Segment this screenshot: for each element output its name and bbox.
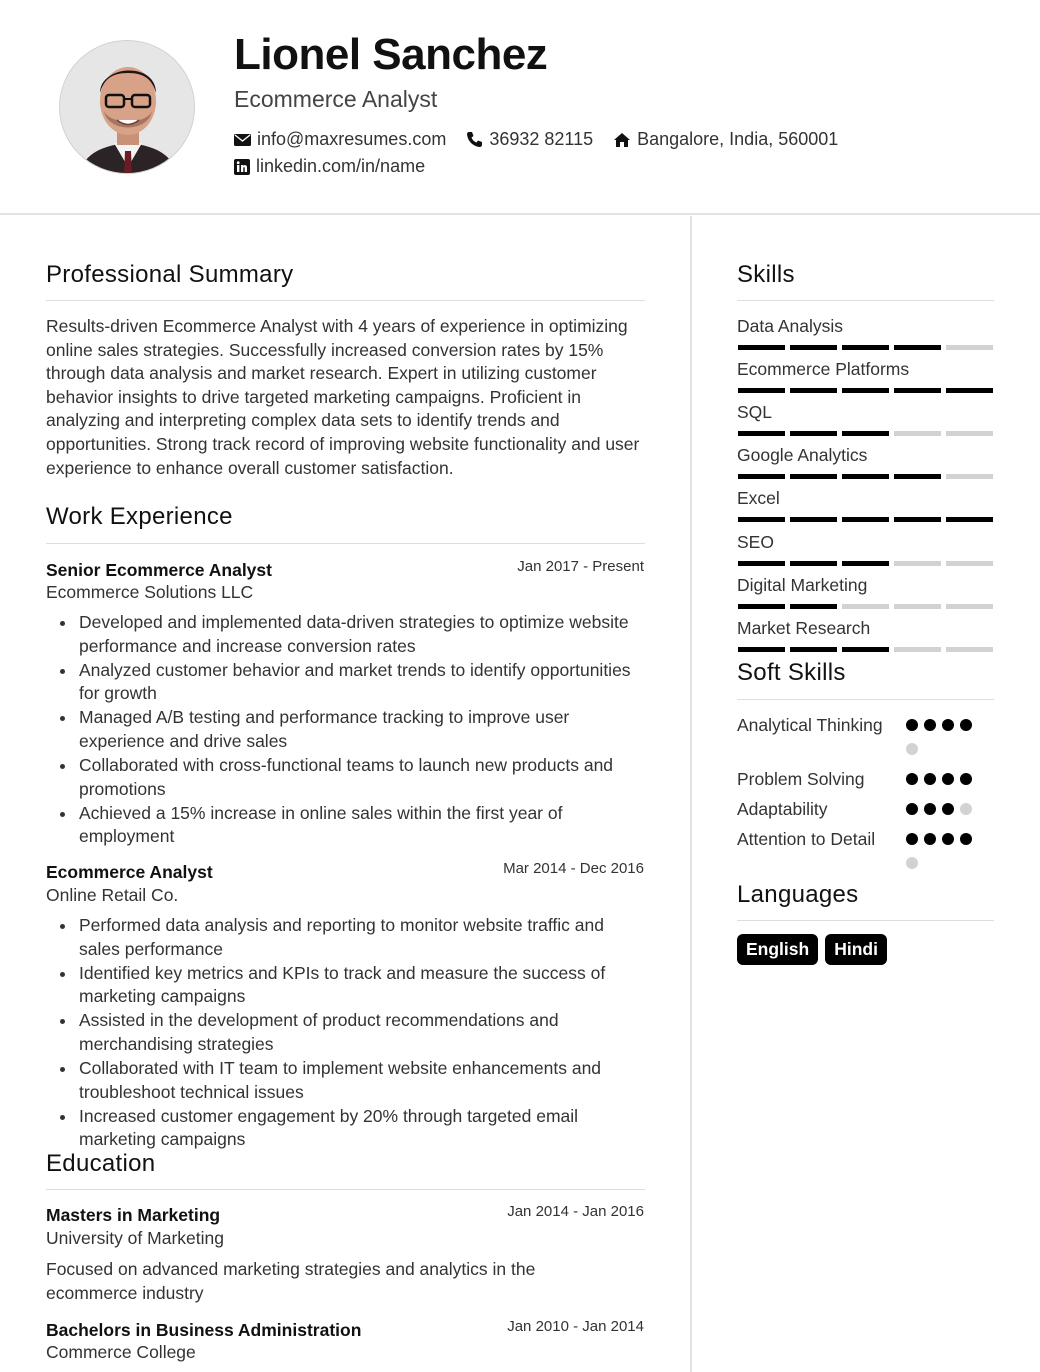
skill-level-segment — [790, 345, 837, 350]
soft-skill-name: Attention to Detail — [737, 829, 876, 849]
school-name: University of Marketing — [46, 1228, 224, 1248]
skill-level-bar — [738, 647, 998, 652]
skill-level-segment — [738, 517, 785, 522]
skill-level-segment — [946, 345, 993, 350]
skill-level-bar — [738, 561, 998, 566]
skill-level-segment — [738, 345, 785, 350]
languages-heading: Languages — [737, 881, 859, 908]
soft-skill-dot — [924, 833, 936, 845]
skill-level-segment — [894, 431, 941, 436]
skill-name: Excel — [737, 488, 780, 509]
skill-level-segment — [790, 474, 837, 479]
skill-level-segment — [842, 474, 889, 479]
job-title: Senior Ecommerce Analyst — [46, 560, 272, 580]
linkedin-item[interactable] — [234, 156, 425, 177]
soft-skill-dot — [906, 773, 918, 785]
email-text[interactable]: info@maxresumes.com — [257, 129, 447, 149]
job-company: Ecommerce Solutions LLC — [46, 582, 254, 602]
list-item: Identified key metrics and KPIs to track and measure the success of marketing campaigns — [46, 962, 646, 1009]
skill-level-segment — [790, 517, 837, 522]
list-item: Analyzed customer behavior and market trends to identify opportunities for growth — [46, 659, 646, 706]
skill-level-segment — [790, 561, 837, 566]
soft-skill-dot — [960, 833, 972, 845]
candidate-title: Ecommerce Analyst — [234, 86, 438, 112]
skill-level-segment — [790, 431, 837, 436]
phone-icon — [466, 131, 483, 148]
summary-text: Results-driven Ecommerce Analyst with 4 years of experience in optimizing online sales strategies. Successfully increased conversion rates by 15% through data analysis and market research. Expert in utilizing customer behavior insights to drive targeted marketing campaigns. Proficient in analyzing and interpreting complex data sets to identify trends and opportunities. Strong track record of improving website functionality and user experience to enhance overall customer satisfaction. — [46, 316, 640, 478]
list-item: Achieved a 15% increase in online sales within the first year of employment — [46, 802, 646, 849]
experience-rule — [46, 543, 645, 544]
soft-skill-dot — [960, 719, 972, 731]
soft-skill-dot — [960, 773, 972, 785]
skill-name: Digital Marketing — [737, 574, 868, 595]
education-heading: Education — [46, 1150, 156, 1177]
skill-name: Data Analysis — [737, 316, 844, 336]
language-tag: Hindi — [825, 934, 887, 965]
soft-skill-dot — [906, 857, 918, 869]
language-tag: English — [737, 934, 818, 965]
soft-skill-dot — [942, 833, 954, 845]
soft-skill-dot — [942, 719, 954, 731]
skill-level-bar — [738, 474, 998, 479]
list-item: Performed data analysis and reporting to monitor website traffic and sales performance — [46, 914, 646, 961]
column-divider — [690, 216, 692, 1372]
skill-level-segment — [842, 345, 889, 350]
skill-level-segment — [894, 388, 941, 393]
skill-name: Market Research — [737, 617, 871, 638]
contact-row-2 — [234, 156, 445, 177]
linkedin-icon — [234, 159, 250, 175]
soft-skill-dot — [906, 719, 918, 731]
summary-heading: Professional Summary — [46, 261, 294, 288]
language-tags — [737, 934, 894, 965]
job-bullets — [46, 914, 646, 1152]
skill-name: Ecommerce Platforms — [737, 359, 910, 380]
skills-heading: Skills — [737, 261, 795, 288]
degree-title: Masters in Marketing — [46, 1205, 221, 1225]
skill-level-segment — [946, 561, 993, 566]
list-item: Collaborated with cross-functional teams to launch new products and promotions — [46, 754, 646, 801]
skill-level-segment — [790, 647, 837, 652]
home-icon — [613, 132, 631, 148]
skill-level-segment — [842, 517, 889, 522]
education-date: Jan 2014 - Jan 2016 — [507, 1203, 644, 1220]
soft-skill-name: Adaptability — [737, 799, 828, 819]
skill-level-segment — [894, 474, 941, 479]
skill-level-segment — [738, 604, 785, 609]
soft-skills-heading: Soft Skills — [737, 659, 846, 686]
skill-level-segment — [946, 647, 993, 652]
soft-skill-name: Analytical Thinking — [737, 715, 883, 735]
soft-skill-name: Problem Solving — [737, 769, 865, 789]
skills-rule — [737, 300, 994, 301]
soft-skills-rule — [737, 699, 994, 700]
education-date: Jan 2010 - Jan 2014 — [507, 1318, 644, 1335]
list-item: Managed A/B testing and performance tracking to improve user experience and drive sales — [46, 706, 646, 753]
location-item — [613, 129, 838, 150]
school-name: Commerce College — [46, 1342, 196, 1362]
skill-level-segment — [946, 604, 993, 609]
soft-skill-dot — [924, 803, 936, 815]
soft-skill-dot — [906, 743, 918, 755]
avatar — [59, 40, 195, 174]
skill-name: SEO — [737, 531, 774, 552]
skill-name: Google Analytics — [737, 445, 868, 466]
education-description: Focused on advanced marketing strategies and analytics in the ecommerce industry — [46, 1259, 536, 1303]
soft-skill-dot — [942, 773, 954, 785]
skill-level-segment — [738, 474, 785, 479]
skill-level-segment — [738, 561, 785, 566]
job-company: Online Retail Co. — [46, 885, 179, 905]
contact-row — [234, 129, 858, 150]
skill-level-segment — [842, 388, 889, 393]
skill-level-bar — [738, 388, 998, 393]
envelope-icon — [234, 133, 251, 147]
list-item: Collaborated with IT team to implement website enhancements and troubleshoot technical issues — [46, 1057, 646, 1104]
skill-level-segment — [894, 604, 941, 609]
list-item: Increased customer engagement by 20% through targeted email marketing campaigns — [46, 1105, 646, 1152]
location-text: Bangalore, India, 560001 — [637, 129, 839, 149]
phone-item[interactable] — [466, 129, 593, 150]
soft-skill-dot — [924, 773, 936, 785]
skill-level-segment — [842, 604, 889, 609]
skill-level-segment — [738, 647, 785, 652]
skill-level-bar — [738, 604, 998, 609]
skill-name: SQL — [737, 402, 773, 423]
list-item: Developed and implemented data-driven strategies to optimize website performance and increase conversion rates — [46, 611, 646, 658]
skill-level-segment — [738, 388, 785, 393]
skill-level-segment — [946, 517, 993, 522]
skill-level-segment — [738, 431, 785, 436]
skill-level-segment — [842, 647, 889, 652]
education-rule — [46, 1189, 645, 1190]
skill-level-bar — [738, 345, 998, 350]
experience-heading: Work Experience — [46, 503, 233, 530]
job-date: Mar 2014 - Dec 2016 — [503, 860, 644, 877]
skill-level-segment — [894, 517, 941, 522]
summary-rule — [46, 300, 645, 301]
soft-skill-dot — [924, 719, 936, 731]
skill-level-bar — [738, 517, 998, 522]
skill-level-segment — [946, 474, 993, 479]
list-item: Assisted in the development of product recommendations and merchandising strategies — [46, 1009, 646, 1056]
email-item[interactable] — [234, 129, 446, 150]
soft-skill-dot — [906, 833, 918, 845]
job-title: Ecommerce Analyst — [46, 862, 213, 882]
skill-level-segment — [790, 604, 837, 609]
skill-level-segment — [946, 431, 993, 436]
soft-skill-dot — [906, 803, 918, 815]
linkedin-text[interactable]: linkedin.com/in/name — [256, 156, 426, 176]
skill-level-segment — [842, 431, 889, 436]
job-date: Jan 2017 - Present — [517, 558, 644, 575]
phone-text[interactable]: 36932 82115 — [489, 129, 594, 149]
soft-skill-dot — [960, 803, 972, 815]
skill-level-segment — [894, 345, 941, 350]
job-bullets — [46, 611, 646, 849]
skill-level-segment — [894, 647, 941, 652]
candidate-name: Lionel Sanchez — [234, 30, 548, 79]
skill-level-segment — [946, 388, 993, 393]
skill-level-bar — [738, 431, 998, 436]
skill-level-segment — [894, 561, 941, 566]
languages-rule — [737, 920, 994, 921]
skill-level-segment — [790, 388, 837, 393]
skill-level-segment — [842, 561, 889, 566]
degree-title: Bachelors in Business Administration — [46, 1320, 362, 1340]
resume-header — [0, 0, 1040, 215]
soft-skill-dot — [942, 803, 954, 815]
